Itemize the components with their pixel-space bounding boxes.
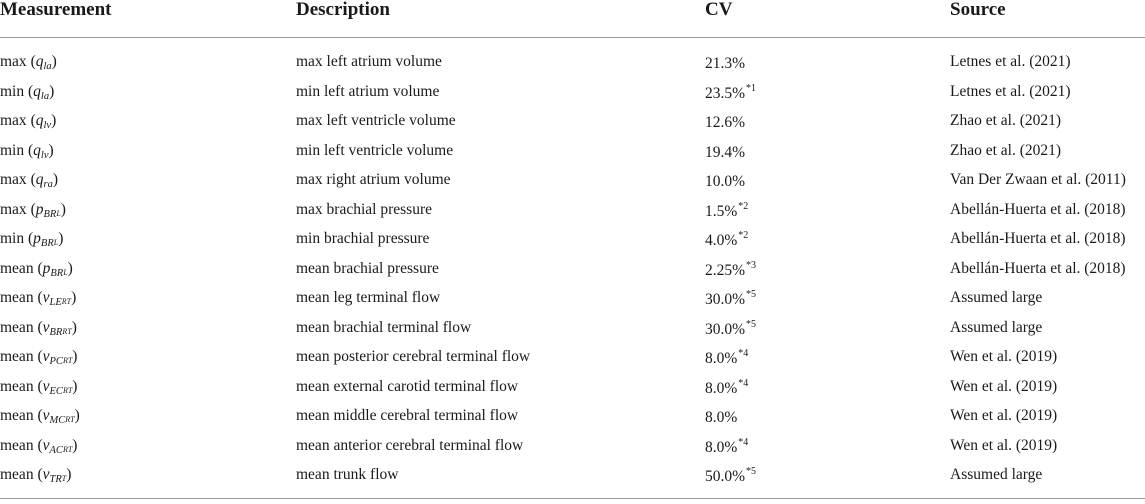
measurement-cell: mean (vBRRT): [0, 318, 77, 338]
source-cell: Wen et al. (2019): [950, 436, 1058, 454]
cv-cell: [705, 319, 756, 339]
cv-value: 23.5%: [705, 84, 746, 102]
measurement-cell: max (qra): [0, 171, 58, 190]
cv-cell: [705, 53, 746, 73]
table-row: [0, 108, 1145, 138]
measurement-subscript: ra: [43, 179, 53, 190]
cv-value: 21.3%: [705, 55, 746, 72]
description-cell: max brachial pressure: [296, 200, 432, 218]
header-source: Source: [950, 0, 1006, 20]
measurement-function: mean: [0, 436, 34, 454]
cv-cell: [705, 260, 756, 280]
description-cell: mean middle cerebral terminal flow: [296, 407, 519, 424]
cv-cell: [705, 112, 746, 132]
measurement-subscript: TR: [49, 474, 62, 485]
measurement-variable: v: [42, 377, 50, 395]
cv-value: 8.0%: [705, 350, 738, 367]
measurement-cell: max (qlv): [0, 112, 57, 131]
measurement-function: max: [0, 112, 27, 129]
measurement-cell: min (pBRL): [0, 230, 64, 249]
table-header: [0, 0, 1145, 38]
cv-cell: [705, 437, 748, 457]
cv-footnote: *2: [738, 230, 749, 241]
measurement-subscript: lv: [40, 149, 49, 161]
measurement-function: min: [0, 141, 25, 159]
measurement-function: mean: [0, 407, 34, 424]
measurement-variable: v: [42, 466, 50, 483]
cv-footnote: *1: [746, 82, 757, 94]
cv-cell: [705, 466, 756, 486]
measurement-cell: max (pBRL): [0, 200, 66, 220]
measurement-subsubscript: RT: [65, 415, 75, 424]
measurement-subsubscript: T: [61, 474, 67, 483]
table-row: [0, 138, 1145, 168]
measurement-subsubscript: RT: [62, 356, 73, 365]
measurement-variable: p: [42, 259, 51, 277]
cv-footnote: *5: [746, 318, 757, 330]
measurement-variable: v: [42, 436, 50, 454]
measurement-cell: max (qla): [0, 53, 57, 72]
cv-value: 50.0%: [705, 468, 746, 485]
cv-value: 8.0%: [705, 409, 738, 426]
measurement-cell: mean (vACRT): [0, 436, 78, 456]
measurement-cell: mean (pBRL): [0, 259, 73, 279]
measurement-function: max: [0, 171, 27, 188]
measurement-variable: p: [33, 230, 41, 247]
source-cell: Letnes et al. (2021): [950, 53, 1071, 70]
measurement-function: max: [0, 53, 27, 70]
header-cv: CV: [705, 0, 733, 20]
cv-cell: [705, 142, 746, 162]
measurement-subscript: EC: [49, 385, 63, 397]
measurement-function: mean: [0, 348, 34, 365]
description-cell: min brachial pressure: [296, 230, 430, 247]
description-cell: mean posterior cerebral terminal flow: [296, 348, 531, 365]
measurement-function: mean: [0, 377, 34, 395]
measurement-subscript: PC: [49, 356, 63, 367]
cv-cell: [705, 230, 748, 250]
measurement-variable: v: [42, 348, 50, 365]
measurement-subscript: BR: [49, 326, 63, 338]
measurement-subscript: la: [43, 61, 52, 72]
cv-footnote: *4: [738, 377, 749, 389]
source-cell: Van Der Zwaan et al. (2011): [950, 171, 1126, 188]
cv-cell: [705, 201, 748, 221]
table-bottom-rule: [0, 498, 1145, 499]
cv-footnote: *5: [746, 289, 757, 300]
measurement-function: min: [0, 82, 25, 100]
description-cell: max right atrium volume: [296, 171, 451, 188]
source-cell: Assumed large: [950, 466, 1043, 483]
description-cell: max left ventricle volume: [296, 112, 456, 129]
measurement-cell: min (qlv): [0, 141, 54, 161]
source-cell: Wen et al. (2019): [950, 348, 1058, 365]
table-body: [0, 49, 1145, 492]
measurement-function: mean: [0, 289, 34, 306]
measurement-subscript: AC: [49, 444, 63, 456]
source-cell: Abellán-Huerta et al. (2018): [950, 200, 1126, 218]
table-row: [0, 256, 1145, 286]
cv-cell: [705, 289, 756, 309]
description-cell: mean anterior cerebral terminal flow: [296, 436, 524, 454]
measurement-subscript: lv: [43, 120, 52, 131]
cv-footnote: *4: [738, 436, 749, 448]
measurement-subscript: BR: [40, 238, 54, 249]
table-row: [0, 462, 1145, 492]
measurement-cell: mean (vMCRT): [0, 407, 80, 426]
cv-cell: [705, 83, 756, 103]
description-cell: min left atrium volume: [296, 82, 440, 100]
measurement-function: max: [0, 200, 27, 218]
cv-value: 30.0%: [705, 320, 746, 338]
cv-footnote: *4: [738, 348, 749, 359]
cv-footnote: *5: [746, 466, 757, 477]
table-row: [0, 285, 1145, 315]
measurement-function: mean: [0, 466, 34, 483]
measurement-cell: mean (vECRT): [0, 377, 78, 397]
measurement-subsubscript: L: [63, 267, 68, 277]
measurement-subsubscript: L: [56, 208, 61, 218]
measurement-cell: mean (vTRT): [0, 466, 72, 485]
cv-value: 30.0%: [705, 291, 746, 308]
measurement-subsubscript: RT: [62, 444, 73, 454]
description-cell: max left atrium volume: [296, 53, 442, 70]
cv-cell: [705, 348, 748, 368]
source-cell: Zhao et al. (2021): [950, 141, 1062, 159]
measurement-subscript: la: [40, 90, 50, 102]
cv-cell: [705, 171, 746, 191]
description-cell: mean leg terminal flow: [296, 289, 441, 306]
source-cell: Abellán-Huerta et al. (2018): [950, 230, 1126, 247]
measurement-variable: v: [42, 407, 50, 424]
measurement-cell: mean (vPCRT): [0, 348, 78, 367]
cv-footnote: *2: [738, 200, 749, 212]
cv-value: 8.0%: [705, 379, 738, 397]
table-row: [0, 197, 1145, 227]
measurement-variable: v: [42, 289, 50, 306]
table-row: [0, 315, 1145, 345]
measurement-cell: mean (vLERT): [0, 289, 77, 308]
source-cell: Zhao et al. (2021): [950, 112, 1062, 129]
header-description: Description: [296, 0, 390, 20]
measurement-variable: q: [33, 141, 41, 159]
measurement-variable: q: [35, 171, 44, 188]
table-row: [0, 79, 1145, 109]
measurement-subscript: MC: [49, 415, 66, 426]
cv-value: 19.4%: [705, 143, 746, 161]
measurement-cell: min (qla): [0, 82, 55, 102]
table-row: [0, 433, 1145, 463]
cv-value: 10.0%: [705, 173, 746, 190]
measurement-variable: v: [42, 318, 50, 336]
measurement-function: mean: [0, 259, 34, 277]
table-row: [0, 167, 1145, 197]
measurement-function: mean: [0, 318, 34, 336]
measurement-subscript: LE: [49, 297, 62, 308]
cv-value: 1.5%: [705, 202, 738, 220]
source-cell: Letnes et al. (2021): [950, 82, 1071, 100]
header-measurement: Measurement: [0, 0, 112, 20]
measurement-subscript: BR: [43, 208, 57, 220]
cv-value: 4.0%: [705, 232, 738, 249]
measurement-variable: q: [33, 82, 41, 100]
description-cell: mean trunk flow: [296, 466, 399, 483]
source-cell: Wen et al. (2019): [950, 377, 1058, 395]
description-cell: mean external carotid terminal flow: [296, 377, 519, 395]
table-row: [0, 344, 1145, 374]
table-row: [0, 226, 1145, 256]
source-cell: Assumed large: [950, 289, 1043, 306]
cv-value: 12.6%: [705, 114, 746, 131]
cv-footnote: *3: [746, 259, 757, 271]
measurement-subscript: BR: [50, 267, 64, 279]
table-row: [0, 374, 1145, 404]
measurement-subsubscript: RT: [61, 297, 72, 306]
cv-value: 8.0%: [705, 438, 738, 456]
cv-cell: [705, 378, 748, 398]
source-cell: Abellán-Huerta et al. (2018): [950, 259, 1126, 277]
measurement-function: min: [0, 230, 25, 247]
measurement-variable: p: [35, 200, 44, 218]
description-cell: mean brachial pressure: [296, 259, 439, 277]
source-cell: Wen et al. (2019): [950, 407, 1058, 424]
cv-value: 2.25%: [705, 261, 746, 279]
measurement-variable: q: [35, 53, 44, 70]
measurement-subsubscript: RT: [62, 385, 73, 395]
cv-cell: [705, 407, 738, 427]
measurement-variable: q: [35, 112, 44, 129]
measurement-subsubscript: RT: [62, 326, 72, 336]
measurement-subsubscript: L: [53, 238, 59, 247]
table-row: [0, 49, 1145, 79]
source-cell: Assumed large: [950, 318, 1043, 336]
description-cell: min left ventricle volume: [296, 141, 454, 159]
table-row: [0, 403, 1145, 433]
description-cell: mean brachial terminal flow: [296, 318, 472, 336]
